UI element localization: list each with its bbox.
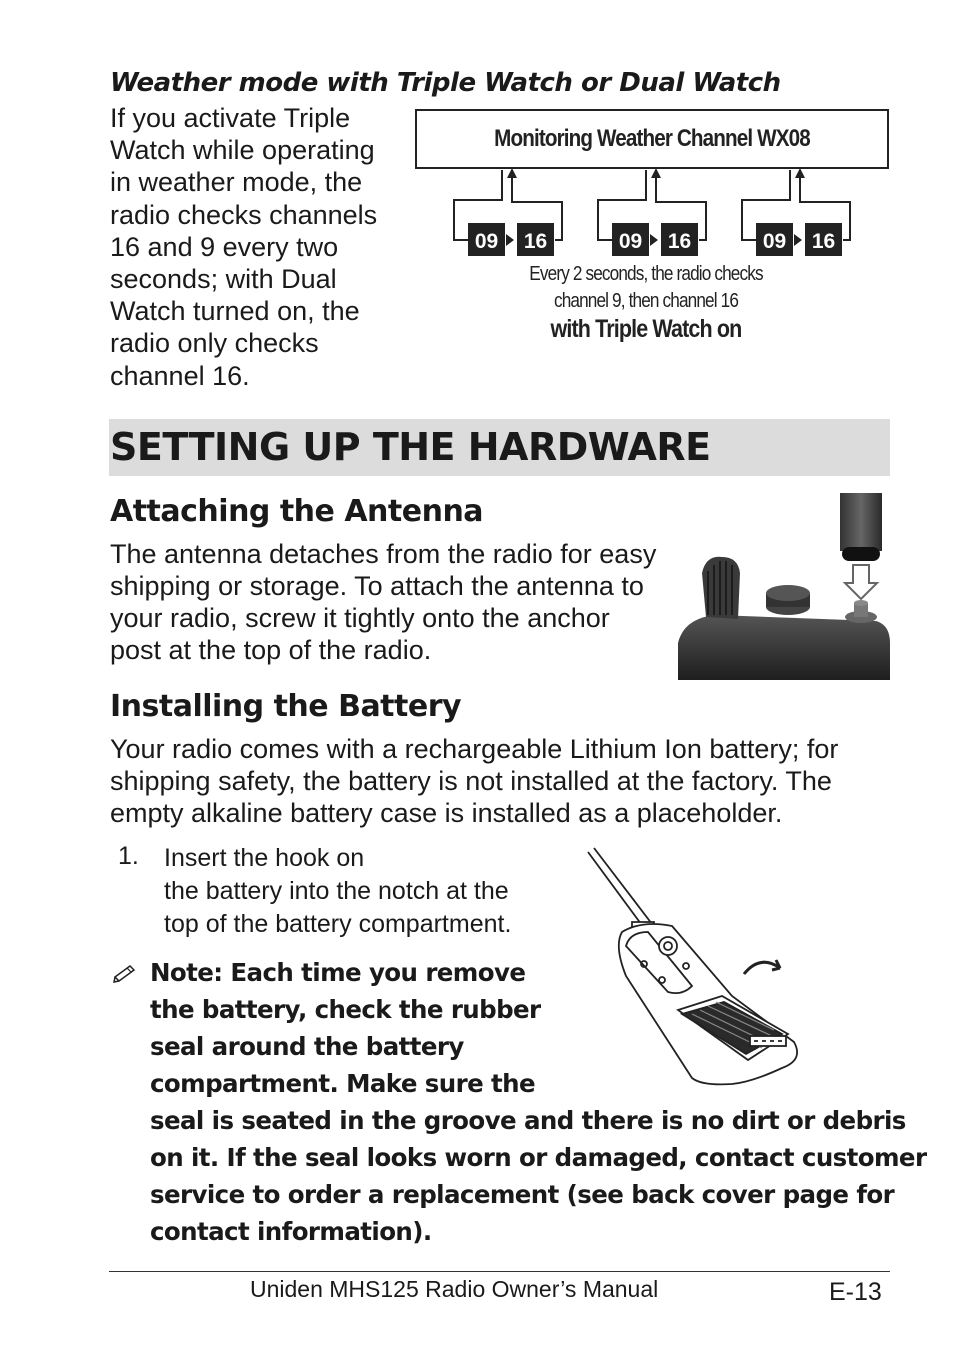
antenna-paragraph bbox=[110, 538, 710, 666]
antenna-line: The antenna detaches from the radio for easy bbox=[110, 539, 657, 569]
pencil-note-icon bbox=[112, 960, 138, 986]
step-line: the battery into the notch at the bbox=[164, 877, 509, 905]
step-number: 1. bbox=[118, 842, 139, 870]
channel-16-label: 16 bbox=[667, 230, 692, 253]
note-line: seal around the battery bbox=[150, 1032, 464, 1061]
arrow-down-icon bbox=[845, 565, 877, 599]
weather-line: radio only checks bbox=[110, 328, 319, 359]
antenna-line: post at the top of the radio. bbox=[110, 635, 432, 665]
note-line: Note: Each time you remove bbox=[150, 958, 526, 987]
antenna-line: shipping or storage. To attach the antenna to bbox=[110, 571, 644, 601]
step-1-text bbox=[164, 842, 584, 941]
channel-09-label: 09 bbox=[474, 230, 499, 253]
note-paragraph bbox=[150, 954, 926, 1250]
weather-line: If you activate Triple bbox=[110, 103, 351, 133]
battery-heading: Installing the Battery bbox=[110, 689, 462, 724]
weather-line: channel 16. bbox=[110, 360, 250, 391]
channel-pair-1 bbox=[454, 168, 562, 256]
antenna-line: your radio, screw it tightly onto the anchor bbox=[110, 603, 610, 633]
weather-line: Watch while operating bbox=[110, 135, 375, 166]
channel-16-label: 16 bbox=[523, 230, 548, 253]
weather-line: Watch turned on, the bbox=[110, 296, 360, 327]
antenna-icon bbox=[840, 493, 882, 551]
note-line: seal is seated in the groove and there is no dirt or debris bbox=[150, 1106, 906, 1135]
section-title: SETTING UP THE HARDWARE bbox=[110, 425, 711, 469]
channel-16-label: 16 bbox=[811, 230, 836, 253]
diagram-caption-line1: Every 2 seconds, the radio checks bbox=[529, 261, 763, 285]
weather-line: radio checks channels bbox=[110, 199, 378, 230]
weather-line: 16 and 9 every two bbox=[110, 231, 339, 262]
radio-antenna-icon bbox=[588, 848, 652, 928]
diagram-caption-line2: channel 9, then channel 16 bbox=[553, 288, 739, 312]
channel-pair-2 bbox=[598, 168, 706, 256]
battery-paragraph bbox=[110, 733, 910, 829]
channel-09-label: 09 bbox=[762, 230, 787, 253]
note-line: compartment. Make sure the bbox=[150, 1069, 536, 1098]
weather-line: seconds; with Dual bbox=[110, 264, 337, 295]
note-line: on it. If the seal looks worn or damaged, contact customer bbox=[150, 1143, 927, 1172]
step-line: Insert the hook on bbox=[164, 844, 365, 872]
battery-line: Your radio comes with a rechargeable Lithium Ion battery; for bbox=[110, 734, 839, 764]
antenna-attach-illustration bbox=[676, 493, 891, 680]
weather-line: in weather mode, the bbox=[110, 167, 363, 198]
step-line: top of the battery compartment. bbox=[164, 910, 512, 938]
weather-mode-paragraph bbox=[110, 102, 410, 392]
footer-title: Uniden MHS125 Radio Owner’s Manual bbox=[250, 1276, 659, 1302]
note-line: service to order a replacement (see back cover page for bbox=[150, 1180, 895, 1209]
triple-watch-diagram bbox=[410, 104, 900, 364]
antenna-heading: Attaching the Antenna bbox=[110, 494, 484, 529]
battery-line: shipping safety, the battery is not installed at the factory. The bbox=[110, 766, 832, 796]
note-line: the battery, check the rubber bbox=[150, 995, 541, 1024]
battery-line: empty alkaline battery case is installed as a placeholder. bbox=[110, 798, 783, 828]
footer-divider bbox=[109, 1271, 890, 1272]
note-line: contact information). bbox=[150, 1217, 432, 1246]
diagram-caption-line3: with Triple Watch on bbox=[550, 314, 742, 343]
page-number: E-13 bbox=[829, 1278, 882, 1306]
monitoring-box-title: Monitoring Weather Channel WX08 bbox=[494, 124, 810, 152]
channel-09-label: 09 bbox=[618, 230, 643, 253]
weather-mode-heading: Weather mode with Triple Watch or Dual Watch bbox=[110, 68, 781, 98]
channel-pair-3 bbox=[742, 168, 850, 256]
